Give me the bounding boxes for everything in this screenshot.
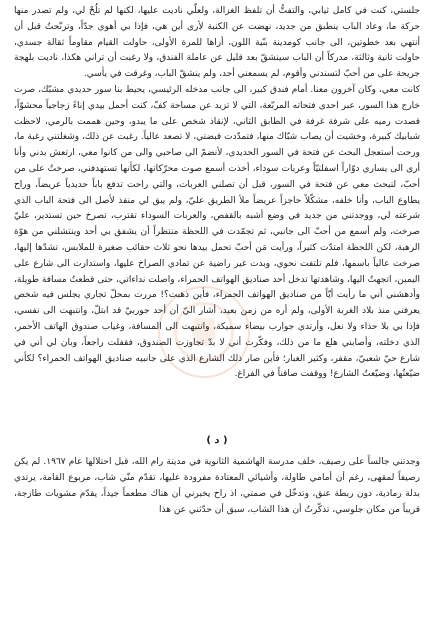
paragraph-1: جلستي، كنت في كامل ثيابي، والتفتُّ أن تلفظ الغزالة، ولعلّي ناديت عليها، لكنها لم تلُحْ لي، ولم تصدر منها حركة ما، وعاد الباب ينطبق من جديد، نهضت عن الكنبة لأرى أين هي، فإذا بي أهوي جدّاً، وترنّحتُ قبل أن أنتهي بعد خطوتين، الى جانب كومدينة بنّية اللون، أراها للمرة الأولى، حاولت القيام مقاوماً ثقالة جسدي، حاولت ثانية وثالثة، مدركاً أن الباب سينشقّ بعد قليل عن عاملة الفندق، ولا رغبت أن تراني هكذا، ناديت بلهجة جريحة على من أحبّ لتسندني وأقوم، لم يسمعني أحد، ولم ينشقّ الباب، وغرقت في يأسي. (14, 6, 420, 80)
page-text-column (14, 4, 420, 518)
paragraph-2: كانت معي، وكان آخرون معنا. أمام فندق كبير، الى جانب مدخله الرئيسي، يحيط بنا سور حديدي مشبّك، صرت خارج هذا السور، عبر احدى فتحاته المربّعة، التي لا تزيد عن مساحة كفّ، كنت أحمل بيدي إناءً زجاجياً محشوّاً، قصدت رميه على شرفة غرفة في الطابق الثاني، لإنقاذ شخص على ما يبدو، وحين هممت بالرمي، لاحظت شبابيك كبيرة، وخشيت أن يصاب شبّاك منها، فتمدّدت قبضتي، لا تصعد عالياً. رغبت عن ذلك، وشغلتني رغبة ما، ورحت أستعجل البحث عن فتحة في السور الحديدي، لأنضمّ الى صاحبي والى من كانوا معي، ارتعش بدني وأنا أرى الى يساري دوّاراً اسفلتيّاً وعربات سوداء، أخذت أسمع صوت محرّكاتها، لكأنها تستهدفني، صرختُ على من أحبّ، لتبحث معي عن فتحة في السور، قبل أن تصلني العربات، والتي راحت تدفع باباً حديدياً عريضاً، وراح يطاوع الباب، وأنا خلفه، مشكّلاً حاجزاً عريضاً ملأ الطريق عليّ، ولم يبق لي منفذ لأصل الى فتحة الباب الذي شرعته لي، ووجدتني من جديد في وضع أشبه بالقفص، والعربات السوداء تقترب، تصرخ حين تستدير، عليّ صرخت، ولم أسمع من أحبّ الى جانبي، ثم تجمّدت في اللحظة منتظراً أن يشفق بي أحد وينتشلني من هوّة الرهبة، لكن اللحظة امتدّت كثيراً، ورأيت مَن أحبّ تحمل بيدها نحو ثلاث حقائب صغيرة للملابس، تشدّها إليها، صرخت عالياً باسمها، فلم تلتفت نحوي، وبدت غير راضية عن تمادي الصراخ عليها، واستدارت الى شارع على اليمين، اتجهتُ اليها، وشاهدتها تدخل أحد صناديق الهواتف الحمراء، واصلت نداءاتي، حتى قطعتُ مسافة طويلة، وأدهشني أني ما رأيت أيّاً من صناديق الهواتف الحمراء، فأين ذهبت؟! مررت بمحلّ تجاري يجلس فيه شخص يعرفني منذ بلاد الغربة الأولى، ولم أره من زمن بعيد، أشار اليّ أن أحد جوربيّ قد ابتلّ، وانتبهت الى نفسي، فإذا بي بلا حذاء ولا نعل، وأرتدي جوارب بيضاء سميكة، وانتبهت الى المسافة، وغياب صندوق الهاتف الأحمر، الذي دخلته، وأصابني هلع ما من ذلك، وفكّرت أني لا بدّ تجاوزت الصندوق، فقفلت راجعاً، وبان لي أني في شارع حيّ شعبيّ، مقفر، وكثير الغبار؛ فأين صار ذلك الشارع الذي على جانبيه صناديق الهواتف الحمراء؟ لكأني ضيّعتُها، وضيّعتُ الشارع! ووقفت صافناً في الفراغ. (14, 84, 420, 380)
section-marker: ( د ) (206, 435, 228, 447)
paragraph-3: وجدتني جالساً على رصيف، خلف مدرسة الهاشمية الثانوية في مدينة رام الله، قبل احتلالها عام ١٩٦٧. لم يكن رصيفاً لمقهى، رغم أن أمامي طاولة، وأشيائي المعتادة مفرودة عليها، تقدّم منّي شاب، مربوع القامة، يرتدي بدلة رمادية، دون ربطة عنق، وتدخّل في صمتي، اذ راح يخبرني أن هناك مطعماً جيداً، يقدّم مشويات طازجة، قريباً من مكان جلوسي، تذكّرتُ أن هذا الشاب، سبق أن حدّثني عن هذا (14, 457, 421, 515)
